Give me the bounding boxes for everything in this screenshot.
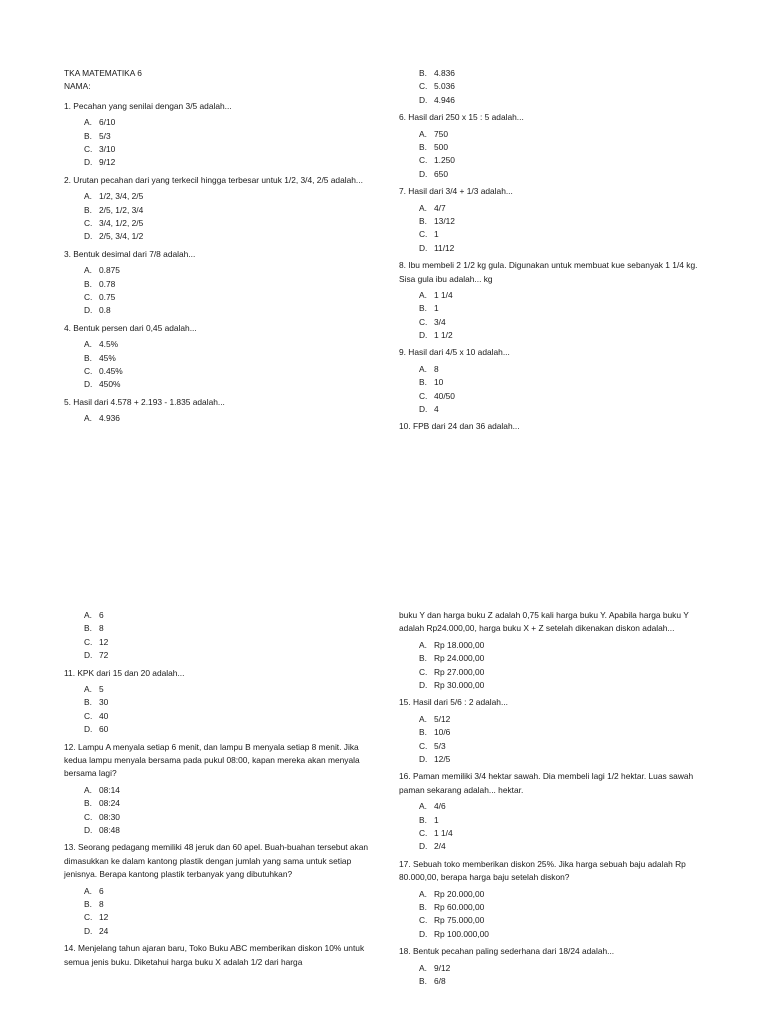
option-value: Rp 24.000,00 (434, 653, 485, 664)
answer-option (84, 338, 369, 351)
option-letter: A. (84, 413, 92, 424)
answer-option (419, 726, 709, 739)
option-letter: A. (419, 713, 427, 724)
option-value: 500 (434, 141, 448, 152)
answer-option (84, 412, 369, 425)
option-letter: C. (84, 144, 93, 154)
option-value: 8 (99, 898, 104, 909)
question-block (64, 667, 369, 737)
question-text: 12. Lampu A menyala setiap 6 menit, dan lampu B menyala setiap 8 menit. Jika kedua lampu menyala bersama pada pukul 08:00, kapan mereka akan menyala bersama lagi? (64, 741, 360, 779)
answer-options (419, 289, 709, 343)
answer-option (419, 94, 709, 107)
question-text: 16. Paman memiliki 3/4 hektar sawah. Dia membeli lagi 1/2 hektar. Luas sawah paman sekarang adalah... hektar. (399, 771, 694, 795)
option-value: 650 (434, 168, 448, 179)
answer-option (419, 666, 709, 679)
answer-options (84, 784, 369, 838)
option-value: 4.5% (99, 339, 119, 350)
question-text: 8. Ibu membeli 2 1/2 kg gula. Digunakan untuk membuat kue sebanyak 1 1/4 kg. Sisa gula ibu adalah... kg (399, 260, 698, 284)
option-value: 1/2, 3/4, 2/5 (99, 191, 144, 202)
option-value: 1 1/2 (434, 330, 453, 341)
question-text: 5. Hasil dari 4.578 + 2.193 - 1.835 adalah... (64, 396, 225, 407)
option-value: 8 (434, 363, 439, 374)
option-letter: B. (419, 377, 427, 388)
option-letter: B. (419, 68, 427, 78)
option-letter: A. (84, 117, 92, 128)
answer-option (84, 885, 369, 898)
answer-option (419, 800, 709, 813)
option-value: 11/12 (434, 242, 455, 253)
question-block (399, 770, 709, 853)
question-block (399, 858, 709, 941)
question-block (64, 396, 369, 426)
option-value: 2/4 (434, 841, 446, 852)
answer-options (419, 888, 709, 942)
answer-option (84, 683, 369, 696)
question-block (64, 942, 369, 976)
option-value: 4.946 (434, 94, 455, 105)
option-value: 4 (434, 404, 439, 415)
option-letter: B. (419, 814, 427, 825)
answer-option (84, 378, 369, 391)
question-text: buku Y dan harga buku Z adalah 0,75 kali harga buku Y. Apabila harga buku Y adalah Rp24.000,00, harga buku X + Z setelah dikenakan diskon adalah... (399, 610, 689, 634)
answer-option (419, 928, 709, 941)
question-block (399, 259, 709, 342)
option-letter: C. (84, 710, 93, 721)
question-text: 7. Hasil dari 3/4 + 1/3 adalah... (399, 186, 513, 197)
answer-option (419, 141, 709, 154)
option-value: 0.75 (99, 291, 116, 302)
option-value: 2/5, 1/2, 3/4 (99, 204, 144, 215)
answer-option (419, 329, 709, 342)
question-list (64, 609, 369, 976)
answer-option (419, 67, 709, 80)
answer-option (84, 824, 369, 837)
answer-option (419, 154, 709, 167)
option-value: 4.836 (434, 68, 455, 78)
option-letter: D. (84, 925, 93, 936)
answer-option (419, 901, 709, 914)
option-letter: C. (84, 912, 93, 923)
answer-option (419, 128, 709, 141)
answer-option (84, 116, 369, 129)
option-value: 3/4 (434, 316, 446, 327)
option-value: 0.875 (99, 265, 120, 276)
question-block (399, 185, 709, 255)
option-letter: B. (84, 898, 92, 909)
option-letter: D. (419, 330, 428, 341)
answer-options (84, 116, 369, 170)
option-letter: A. (84, 784, 92, 795)
option-value: 0.78 (99, 278, 116, 289)
option-value: 10 (434, 377, 444, 388)
option-letter: B. (419, 215, 427, 226)
answer-option (84, 696, 369, 709)
option-value: 60 (99, 724, 109, 735)
answer-option (84, 365, 369, 378)
answer-option (419, 289, 709, 302)
answer-option (84, 811, 369, 824)
answer-option (84, 264, 369, 277)
option-letter: C. (419, 827, 428, 838)
answer-option (419, 914, 709, 927)
question-block (399, 945, 709, 988)
option-value: Rp 75.000,00 (434, 915, 485, 926)
option-letter: D. (419, 404, 428, 415)
option-letter: A. (419, 202, 427, 213)
option-letter: D. (84, 305, 93, 316)
option-value: 1 (434, 814, 439, 825)
answer-option (419, 80, 709, 93)
option-value: 45% (99, 352, 116, 363)
option-letter: C. (84, 291, 93, 302)
option-letter: B. (419, 727, 427, 738)
question-block (399, 609, 709, 692)
answer-option (419, 403, 709, 416)
option-value: 5/3 (434, 740, 446, 751)
answer-option (419, 713, 709, 726)
option-value: Rp 30.000,00 (434, 679, 485, 690)
option-value: 1 1/4 (434, 289, 453, 300)
option-letter: B. (84, 623, 92, 634)
answer-options (84, 190, 369, 244)
answer-options (419, 67, 709, 107)
option-value: 6 (99, 610, 104, 620)
answer-option (419, 888, 709, 901)
answer-options (84, 609, 369, 663)
option-letter: A. (419, 888, 427, 899)
option-letter: A. (84, 339, 92, 350)
question-block (399, 67, 709, 107)
option-value: 750 (434, 128, 448, 139)
option-letter: C. (84, 217, 93, 228)
answer-option (419, 202, 709, 215)
option-letter: D. (419, 168, 428, 179)
option-value: Rp 27.000,00 (434, 666, 485, 677)
option-value: 6 (99, 885, 104, 896)
option-value: 24 (99, 925, 109, 936)
option-letter: C. (419, 666, 428, 677)
answer-option (84, 190, 369, 203)
option-letter: A. (84, 610, 92, 620)
option-letter: B. (84, 130, 92, 141)
option-letter: A. (419, 289, 427, 300)
question-block (399, 696, 709, 766)
option-letter: D. (84, 724, 93, 735)
option-letter: D. (419, 679, 428, 690)
question-list (399, 609, 709, 988)
option-value: 1 1/4 (434, 827, 453, 838)
option-letter: D. (419, 928, 428, 939)
option-value: 4/6 (434, 801, 446, 812)
option-letter: C. (84, 636, 93, 647)
question-text: 10. FPB dari 24 dan 36 adalah... (399, 421, 520, 432)
question-block (399, 420, 709, 440)
answer-option (84, 304, 369, 317)
answer-option (419, 975, 709, 988)
option-letter: A. (419, 801, 427, 812)
answer-options (419, 800, 709, 854)
option-letter: A. (84, 191, 92, 202)
answer-option (84, 204, 369, 217)
option-value: 4/7 (434, 202, 446, 213)
answer-option (419, 679, 709, 692)
option-value: Rp 20.000,00 (434, 888, 485, 899)
answer-option (84, 636, 369, 649)
option-letter: D. (419, 242, 428, 253)
option-value: 5/3 (99, 130, 111, 141)
option-value: 12 (99, 636, 109, 647)
option-letter: A. (419, 128, 427, 139)
option-letter: A. (84, 265, 92, 276)
answer-options (419, 202, 709, 256)
answer-options (84, 264, 369, 318)
option-value: 9/12 (434, 962, 451, 973)
option-value: 08:14 (99, 784, 120, 795)
answer-option (419, 168, 709, 181)
option-letter: A. (84, 885, 92, 896)
answer-option (419, 228, 709, 241)
option-letter: B. (84, 278, 92, 289)
option-letter: B. (84, 352, 92, 363)
answer-option (419, 753, 709, 766)
option-letter: B. (419, 975, 427, 986)
option-value: 5.036 (434, 81, 455, 92)
option-letter: C. (419, 915, 428, 926)
answer-option (419, 242, 709, 255)
option-letter: C. (419, 155, 428, 166)
option-value: 1 (434, 303, 439, 314)
option-letter: B. (419, 303, 427, 314)
page-1-right-column (399, 67, 709, 441)
question-text: 11. KPK dari 15 dan 20 adalah... (64, 667, 185, 678)
question-text: 1. Pecahan yang senilai dengan 3/5 adalah... (64, 100, 232, 111)
answer-options (84, 412, 369, 425)
option-letter: B. (84, 697, 92, 708)
answer-option (84, 710, 369, 723)
answer-option (419, 814, 709, 827)
page-1-left-column (64, 67, 369, 429)
option-value: 08:24 (99, 798, 120, 809)
option-letter: D. (84, 157, 93, 168)
option-value: 2/5, 3/4, 1/2 (99, 231, 144, 242)
answer-option (84, 784, 369, 797)
answer-option (84, 130, 369, 143)
answer-options (84, 338, 369, 392)
option-letter: B. (84, 204, 92, 215)
option-value: 08:30 (99, 811, 120, 822)
option-value: 40 (99, 710, 109, 721)
option-letter: B. (419, 901, 427, 912)
question-block (64, 174, 369, 244)
option-letter: C. (419, 316, 428, 327)
question-block (399, 111, 709, 181)
option-letter: C. (419, 740, 428, 751)
question-text: 6. Hasil dari 250 x 15 : 5 adalah... (399, 112, 524, 123)
page-2-right-column (399, 609, 709, 992)
answer-options (419, 639, 709, 693)
option-letter: D. (84, 824, 93, 835)
answer-option (419, 652, 709, 665)
option-letter: D. (84, 231, 93, 242)
question-block (64, 609, 369, 663)
option-letter: C. (419, 229, 428, 240)
option-value: Rp 60.000,00 (434, 901, 485, 912)
answer-option (84, 352, 369, 365)
option-letter: A. (419, 363, 427, 374)
page-2-left-column (64, 609, 369, 976)
option-value: 5/12 (434, 713, 451, 724)
option-letter: D. (419, 841, 428, 852)
answer-option (419, 316, 709, 329)
question-text: 17. Sebuah toko memberikan diskon 25%. Jika harga sebuah baju adalah Rp 80.000,00, berapa harga baju setelah diskon? (399, 858, 686, 883)
answer-option (419, 390, 709, 403)
option-value: 1 (434, 229, 439, 240)
answer-options (419, 128, 709, 182)
option-value: 450% (99, 379, 121, 390)
answer-option (84, 911, 369, 924)
answer-option (419, 962, 709, 975)
option-value: 0.8 (99, 305, 111, 316)
question-text: 2. Urutan pecahan dari yang terkecil hingga terbesar untuk 1/2, 3/4, 2/5 adalah... (64, 174, 363, 185)
option-letter: C. (419, 390, 428, 401)
option-letter: D. (84, 650, 93, 661)
option-value: 3/10 (99, 144, 116, 154)
option-letter: A. (419, 639, 427, 650)
answer-option (84, 797, 369, 810)
answer-option (419, 363, 709, 376)
option-letter: C. (84, 365, 93, 376)
answer-option (84, 217, 369, 230)
answer-option (419, 827, 709, 840)
answer-option (419, 215, 709, 228)
answer-option (84, 278, 369, 291)
option-letter: D. (84, 379, 93, 390)
option-value: 08:48 (99, 824, 120, 835)
option-letter: D. (419, 753, 428, 764)
question-block (64, 248, 369, 318)
answer-option (84, 143, 369, 156)
question-block (64, 841, 369, 938)
answer-option (84, 649, 369, 662)
option-value: 0.45% (99, 365, 123, 376)
option-value: 8 (99, 623, 104, 634)
option-value: 9/12 (99, 157, 116, 168)
question-block (64, 100, 369, 170)
answer-option (84, 609, 369, 622)
option-value: 6/10 (99, 117, 116, 128)
option-value: 10/6 (434, 727, 451, 738)
option-value: 5 (99, 683, 104, 694)
answer-option (419, 376, 709, 389)
option-value: 40/50 (434, 390, 455, 401)
option-letter: A. (84, 683, 92, 694)
question-text: 3. Bentuk desimal dari 7/8 adalah... (64, 248, 196, 259)
question-block (64, 322, 369, 392)
question-text: 14. Menjelang tahun ajaran baru, Toko Buku ABC memberikan diskon 10% untuk semua jenis buku. Diketahui harga buku X adalah 1/2 dari harga (64, 943, 365, 967)
question-text: 4. Bentuk persen dari 0,45 adalah... (64, 322, 197, 333)
question-list (64, 100, 369, 426)
option-value: Rp 18.000,00 (434, 639, 485, 650)
option-value: 72 (99, 650, 109, 661)
answer-option (84, 925, 369, 938)
answer-option (84, 156, 369, 169)
option-value: 13/12 (434, 215, 455, 226)
answer-option (84, 723, 369, 736)
answer-option (419, 302, 709, 315)
option-value: 3/4, 1/2, 2/5 (99, 217, 144, 228)
question-list (399, 67, 709, 441)
answer-option (419, 639, 709, 652)
option-letter: B. (84, 798, 92, 809)
option-value: 30 (99, 697, 109, 708)
answer-options (419, 363, 709, 417)
answer-options (84, 683, 369, 737)
option-value: 12/5 (434, 753, 451, 764)
question-text: 9. Hasil dari 4/5 x 10 adalah... (399, 347, 510, 358)
question-text: 13. Seorang pedagang memiliki 48 jeruk dan 60 apel. Buah-buahan tersebut akan dimasukkan ke dalam kantong plastik dengan jumlah yang sama untuk setiap jenisnya. Berapa kantong plastik terbanyak yang dibutuhkan? (64, 842, 369, 880)
option-letter: C. (84, 811, 93, 822)
answer-options (419, 962, 709, 989)
option-value: 12 (99, 912, 109, 923)
option-value: 4.936 (99, 413, 120, 424)
answer-options (84, 885, 369, 939)
test-title: TKA MATEMATIKA 6 (64, 68, 142, 78)
option-value: Rp 100.000,00 (434, 928, 489, 939)
answer-option (84, 898, 369, 911)
answer-option (84, 622, 369, 635)
option-letter: B. (419, 141, 427, 152)
option-value: 1.250 (434, 155, 455, 166)
answer-options (419, 713, 709, 767)
question-text: 15. Hasil dari 5/6 : 2 adalah... (399, 697, 508, 708)
answer-option (84, 291, 369, 304)
question-block (399, 346, 709, 416)
option-letter: C. (419, 81, 428, 92)
question-block (64, 741, 369, 838)
option-letter: D. (419, 94, 428, 105)
option-letter: B. (419, 653, 427, 664)
page-2 (0, 600, 768, 1024)
answer-option (419, 840, 709, 853)
option-letter: A. (419, 962, 427, 973)
answer-option (419, 740, 709, 753)
option-value: 6/8 (434, 975, 446, 986)
question-text: 18. Bentuk pecahan paling sederhana dari 18/24 adalah... (399, 946, 615, 957)
name-label: NAMA: (64, 81, 91, 92)
answer-option (84, 230, 369, 243)
